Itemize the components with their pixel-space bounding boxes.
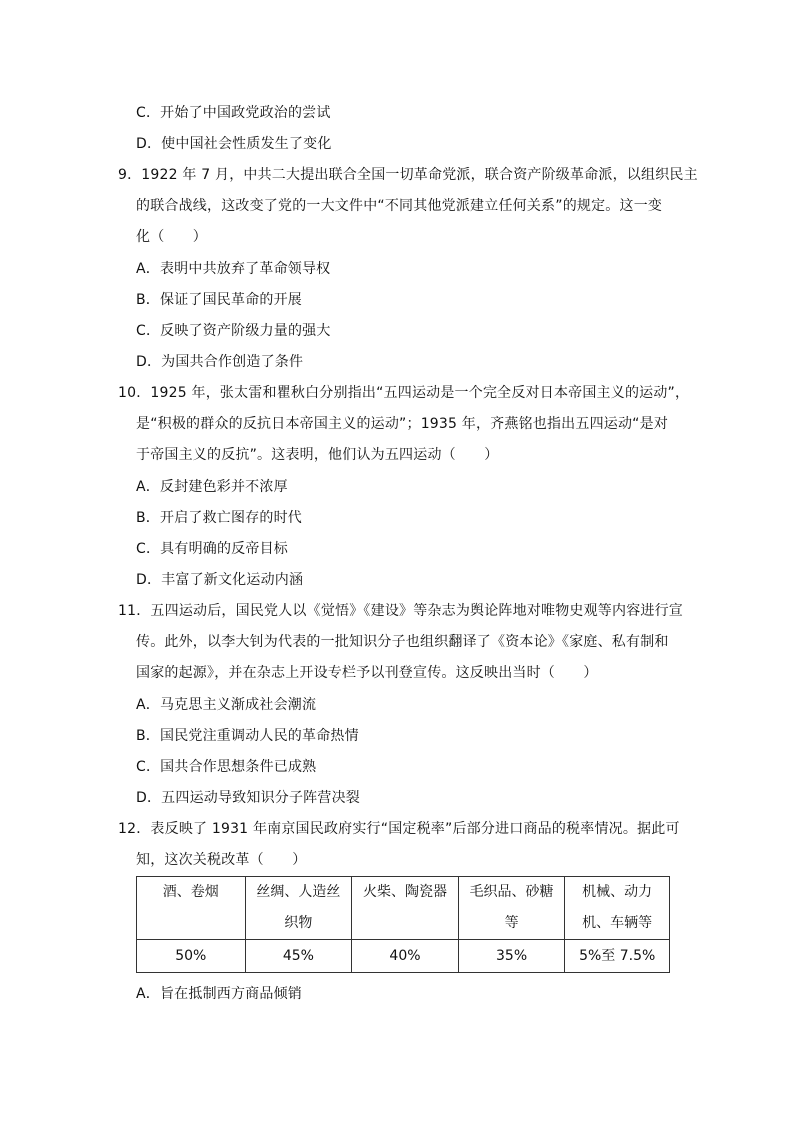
q11-stem-line-1: 11．五四运动后，国民党人以《觉悟》《建设》等杂志为舆论阵地对唯物史观等内容进行宣: [118, 603, 684, 619]
q12-option-a: A．旨在抵制西方商品倾销: [136, 986, 302, 1002]
q11-option-a: A．马克思主义渐成社会潮流: [136, 697, 317, 713]
table-header-cell: 机械、动力机、车辆等: [565, 877, 670, 940]
table-cell: 5%至 7.5%: [565, 940, 670, 973]
table-header-cell: 火柴、陶瓷器: [352, 877, 459, 940]
q12-stem-line-1: 12．表反映了 1931 年南京国民政府实行“国定税率”后部分进口商品的税率情况。据此可: [118, 821, 680, 837]
q11-stem-line-2: 传。此外，以李大钊为代表的一批知识分子也组织翻译了《资本论》《家庭、私有制和: [136, 634, 669, 650]
q10-stem-line-1: 10．1925 年，张太雷和瞿秋白分别指出“五四运动是一个完全反对日本帝国主义的运动”，: [118, 385, 690, 401]
table-header-cell: 毛织品、砂糖等: [458, 877, 565, 940]
table-row: [137, 940, 670, 973]
q9-option-b: B．保证了国民革命的开展: [136, 292, 303, 308]
q9-stem-line-3: 化（ ）: [136, 229, 207, 245]
q9-option-c: C．反映了资产阶级力量的强大: [136, 323, 331, 339]
q8-option-d: D．使中国社会性质发生了变化: [136, 136, 332, 152]
q9-option-d: D．为国共合作创造了条件: [136, 354, 304, 370]
q8-option-c: C．开始了中国政党政治的尝试: [136, 105, 331, 121]
q12-stem-line-2: 知，这次关税改革（ ）: [136, 852, 307, 868]
q11-stem-line-3: 国家的起源》，并在杂志上开设专栏予以刊登宣传。这反映出当时（ ）: [136, 665, 598, 681]
tariff-rate-table: [136, 876, 670, 973]
q10-option-a: A．反封建色彩并不浓厚: [136, 479, 288, 495]
table-cell: 50%: [137, 940, 246, 973]
table-header-cell: 丝绸、人造丝织物: [245, 877, 352, 940]
table-cell: 40%: [352, 940, 459, 973]
q10-option-c: C．具有明确的反帝目标: [136, 541, 288, 557]
q9-stem-line-1: 9．1922 年 7 月，中共二大提出联合全国一切革命党派，联合资产阶级革命派，以组织民主: [118, 167, 698, 183]
q10-stem-line-2: 是“积极的群众的反抗日本帝国主义的运动”；1935 年，齐燕铭也指出五四运动“是对: [136, 416, 669, 432]
q10-option-d: D．丰富了新文化运动内涵: [136, 572, 304, 588]
q9-option-a: A．表明中共放弃了革命领导权: [136, 261, 331, 277]
table-cell: 45%: [245, 940, 352, 973]
q9-stem-line-2: 的联合战线，这改变了党的一大文件中“不同其他党派建立任何关系”的规定。这一变: [136, 198, 663, 214]
table-header-cell: 酒、卷烟: [137, 877, 246, 940]
q10-option-b: B．开启了救亡图存的时代: [136, 510, 303, 526]
table-cell: 35%: [458, 940, 565, 973]
q11-option-b: B．国民党注重调动人民的革命热情: [136, 728, 359, 744]
q10-stem-line-3: 于帝国主义的反抗”。这表明，他们认为五四运动（ ）: [136, 447, 499, 463]
q11-option-d: D．五四运动导致知识分子阵营决裂: [136, 790, 360, 806]
q11-option-c: C．国共合作思想条件已成熟: [136, 759, 317, 775]
table-header-row: [137, 877, 670, 940]
